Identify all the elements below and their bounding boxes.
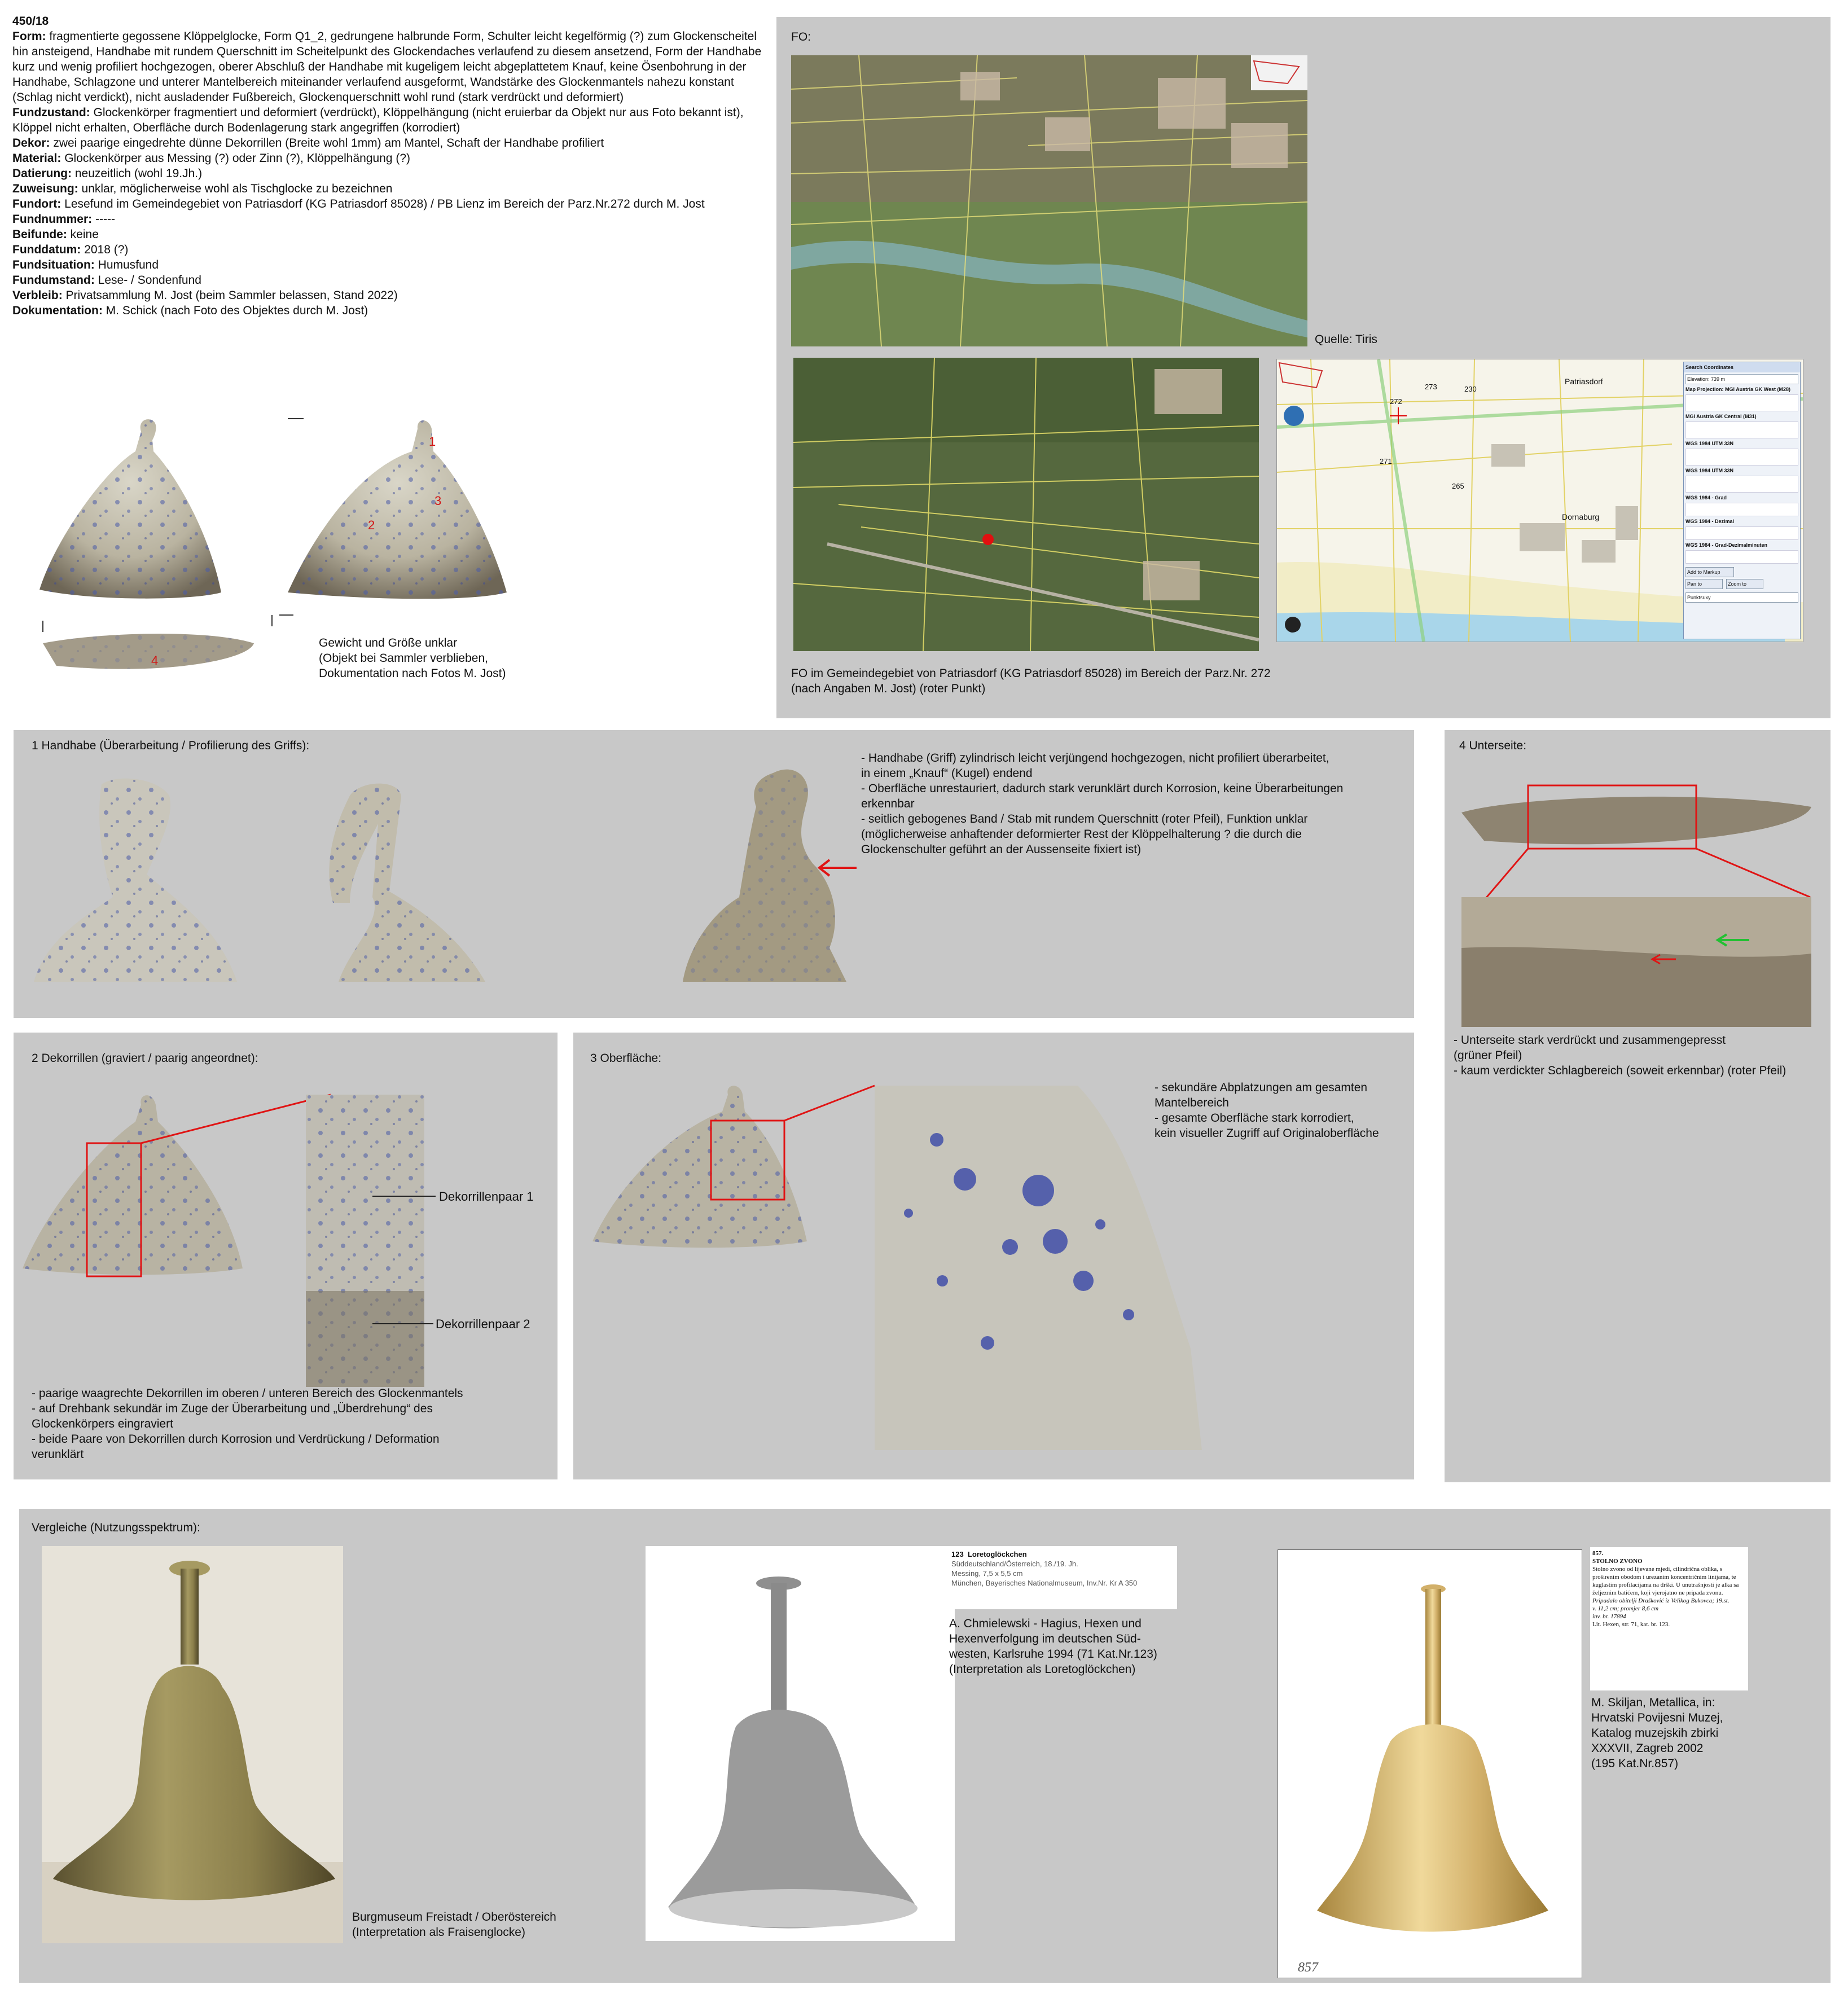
description-field xyxy=(12,105,769,135)
catalog2-lines: Süddeutschland/Österreich, 18./19. Jh. Messing, 7,5 x 5,5 cm München, Bayerisches Nationalmuseum, Inv.Nr. Kr A 350 xyxy=(951,1560,1138,1587)
marker-2: 2 xyxy=(368,518,375,532)
description-field xyxy=(12,227,769,242)
marker-4: 4 xyxy=(151,653,159,668)
field-label: Datierung: xyxy=(12,167,72,180)
field-label: Dekor: xyxy=(12,137,50,150)
description-field xyxy=(12,257,769,273)
coordinate-search-panel[interactable] xyxy=(1683,362,1801,639)
field-value: Glockenkörper fragmentiert und deformiert (verdrückt), Klöppelhängung (nicht eruierbar da Objekt nur aus Foto bekannt ist), Klöppel nicht erhalten, Oberfläche durch Bodenlagerung stark angegriffen (korrodiert) xyxy=(12,106,744,134)
bell-view-side xyxy=(288,420,507,599)
coord-section-6: WGS 1984 - Grad-Dezimalminuten xyxy=(1685,542,1768,548)
field-label: Fundumstand: xyxy=(12,274,95,287)
field-label: Fundort: xyxy=(12,197,62,210)
coord-field-0[interactable] xyxy=(1685,394,1798,411)
coord-section-1: MGI Austria GK Central (M31) xyxy=(1685,414,1757,419)
description-field xyxy=(12,242,769,257)
field-value: unklar, möglicherweise wohl als Tischglocke zu bezeichnen xyxy=(81,182,393,195)
section2-title: 2 Dekorrillen (graviert / paarig angeordnet): xyxy=(32,1052,258,1065)
bell-view-front xyxy=(39,419,221,599)
section4-title: 4 Unterseite: xyxy=(1459,739,1527,752)
catalog3-italic: Pripadalo obitelji Drašković iz Velikog Bukovca; 19.st. v. 11,2 cm; promjer 8,6 cm inv. br. 17894 xyxy=(1592,1597,1730,1620)
field-value: Humusfund xyxy=(98,258,159,271)
section3-title: 3 Oberfläche: xyxy=(590,1052,662,1065)
map-label-271: 271 xyxy=(1380,457,1392,466)
coord-section-4: WGS 1984 - Grad xyxy=(1685,495,1727,500)
handle-photos xyxy=(34,762,846,987)
catalog3-title: STOLNO ZVONO xyxy=(1592,1558,1643,1565)
description-field xyxy=(12,151,769,166)
field-label: Beifunde: xyxy=(12,228,67,241)
coord-field-1[interactable] xyxy=(1685,421,1798,438)
coord-field-2[interactable] xyxy=(1685,449,1798,466)
field-value: zwei paarige eingedrehte dünne Dekorrillen (Breite wohl 1mm) am Mantel, Schaft der Handhabe profiliert xyxy=(53,137,604,150)
marker-3: 3 xyxy=(434,494,442,508)
description-field xyxy=(12,273,769,288)
description-field xyxy=(12,181,769,196)
underside-photos xyxy=(1461,784,1811,1027)
catalog2-title: Loretoglöckchen xyxy=(967,1550,1027,1558)
coord-section-3: WGS 1984 UTM 33N xyxy=(1685,468,1734,473)
field-value: Lesefund im Gemeindegebiet von Patriasdorf (KG Patriasdorf 85028) / PB Lienz im Bereich der Parz.Nr.272 durch M. Jost xyxy=(64,197,705,210)
catalog3-body: Stolno zvono od lijevane mjedi, cilindrična oblika, s proširenim obodom i urezanim koncentričnim linijama, te kuglastim profilacijama na drški. U unutrašnjosti je alka sa željeznim batićem, koji vjerojatno ne pripada zvonu. xyxy=(1592,1566,1739,1596)
map-label-265: 265 xyxy=(1452,482,1464,490)
field-value: fragmentierte gegossene Klöppelglocke, Form Q1_2, gedrungene halbrunde Form, Schulter leicht kegelförmig (?) zum Glockenscheitel hin ansteigend, Handhabe mit rundem Querschnitt im Scheitelpunkt des Glockendaches verlaufend zu diesem ansetzend, Form der Handhabe kurz und wenig profiliert hochgezogen, oberer Abschluß der Handhabe mit kugeligem leicht abgeplattetem Knauf, keine Ösenbohrung in der Handhabe, Schlagzone und unterer Mantelbereich miteinander verlaufend ausgeformt, Wandstärke des Glockenmantels nahezu konstant (Schlag nicht verdickt), nicht ausladender Fußbereich, Glockenquerschnitt wohl rund (stark verdrückt und deformiert) xyxy=(12,30,762,104)
field-value: Glockenkörper aus Messing (?) oder Zinn (?), Klöppelhängung (?) xyxy=(64,152,411,165)
coord-field-4[interactable] xyxy=(1685,503,1798,516)
comparison2-photo xyxy=(646,1546,955,1941)
schematic-map[interactable] xyxy=(1276,359,1803,642)
comparisons-title: Vergleiche (Nutzungsspektrum): xyxy=(32,1521,200,1534)
comparison1-photo xyxy=(42,1546,343,1943)
coord-section-0: Map Projection: MGI Austria GK West (M28) xyxy=(1685,387,1791,392)
section2-text: - paarige waagrechte Dekorrillen im oberen / unteren Bereich des Glockenmantels - auf Drehbank sekundär im Zuge der Überarbeitung und „Überdrehung“ des Glockenkörpers eingraviert - beide Paare von Dekorrillen durch Korrosion und Verdrückung / Deformation verunklärt xyxy=(32,1387,463,1461)
field-label: Funddatum: xyxy=(12,243,81,256)
object-caption: Gewicht und Größe unklar (Objekt bei Sammler verblieben, Dokumentation nach Fotos M. Jost) xyxy=(319,636,506,680)
pan-to-button[interactable]: Pan to xyxy=(1685,579,1723,589)
point-search-select[interactable]: Punktsuxy xyxy=(1685,592,1798,603)
section3-text: - sekundäre Abplatzungen am gesamten Mantelbereich - gesamte Oberfläche stark korrodiert, kein visueller Zugriff auf Originaloberfläche xyxy=(1155,1081,1379,1140)
comparison3-photo-number: 857 xyxy=(1298,1960,1318,1975)
field-label: Fundsituation: xyxy=(12,258,95,271)
decor-grooves-photos xyxy=(23,1082,542,1387)
object-description xyxy=(12,14,769,318)
aerial-detail-map[interactable] xyxy=(793,358,1259,651)
field-label: Fundzustand: xyxy=(12,106,90,119)
field-label: Form: xyxy=(12,30,46,43)
description-fields xyxy=(12,29,769,318)
decor-label-2: Dekorrillenpaar 2 xyxy=(436,1317,530,1331)
comparison2-catalog-card xyxy=(948,1546,1177,1609)
map-panel-title: FO: xyxy=(791,30,811,43)
field-value: 2018 (?) xyxy=(84,243,129,256)
coord-section-2: WGS 1984 UTM 33N xyxy=(1685,441,1734,446)
add-to-markup-button[interactable]: Add to Markup xyxy=(1685,567,1734,577)
map-label-dornaburg: Dornaburg xyxy=(1562,512,1600,521)
zoom-to-button[interactable]: Zoom to xyxy=(1726,579,1763,589)
map-label-273: 273 xyxy=(1425,383,1437,391)
field-label: Verbleib: xyxy=(12,289,63,302)
comparison2-caption: A. Chmielewski - Hagius, Hexen und Hexenverfolgung im deutschen Süd- westen, Karlsruhe 1994 (71 Kat.Nr.123) (Interpretation als Loretoglöckchen) xyxy=(949,1617,1157,1676)
field-value: neuzeitlich (wohl 19.Jh.) xyxy=(74,167,203,180)
catalog3-number: 857. xyxy=(1592,1550,1604,1557)
surface-photos xyxy=(592,1078,1213,1450)
red-arrow-handle xyxy=(817,857,858,879)
description-field xyxy=(12,212,769,227)
field-value: Privatsammlung M. Jost (beim Sammler belassen, Stand 2022) xyxy=(65,289,398,302)
description-field xyxy=(12,29,769,105)
field-label: Material: xyxy=(12,152,62,165)
coord-field-3[interactable] xyxy=(1685,476,1798,493)
field-value: keine xyxy=(70,228,99,241)
comparison3-catalog-card xyxy=(1590,1547,1748,1690)
description-field xyxy=(12,196,769,212)
object-id: 450/18 xyxy=(12,15,49,28)
coord-section-5: WGS 1984 - Dezimal xyxy=(1685,519,1735,524)
field-value: ----- xyxy=(95,213,115,226)
map-label-230: 230 xyxy=(1464,385,1477,393)
section1-text: - Handhabe (Griff) zylindrisch leicht verjüngend hochgezogen, nicht profiliert überarbeitet, in einem „Knauf“ (Kugel) endend - Oberfläche unrestauriert, dadurch stark verunklärt durch Korrosion, keine Überarbeitungen erkennbar - seitlich gebogenes Band / Stab mit rundem Querschnitt (roter Pfeil), Funktion unklar (möglicherweise anhaftender deformierter Rest der Klöppelhalterung ? die durch die Glockenschulter geführt an der Aussenseite fixiert ist) xyxy=(861,752,1344,856)
coord-field-6[interactable] xyxy=(1685,550,1798,564)
field-label: Zuweisung: xyxy=(12,182,78,195)
coord-field-5[interactable] xyxy=(1685,526,1798,540)
map-label-272: 272 xyxy=(1390,397,1402,406)
catalog3-lit: Lit. Hexen, str. 71, kat. br. 123. xyxy=(1592,1621,1670,1628)
map-caption: FO im Gemeindegebiet von Patriasdorf (KG Patriasdorf 85028) im Bereich der Parz.Nr. 272 (nach Angaben M. Jost) (roter Punkt) xyxy=(791,667,1271,695)
decor-label-1: Dekorrillenpaar 1 xyxy=(439,1189,534,1204)
comparison1-caption: Burgmuseum Freistadt / Oberöstereich (Interpretation als Fraisenglocke) xyxy=(352,1911,556,1939)
map-source: Quelle: Tiris xyxy=(1315,333,1377,346)
coordinate-panel-title: Search Coordinates xyxy=(1684,362,1800,372)
map-label-patriasdorf: Patriasdorf xyxy=(1565,377,1603,386)
field-label: Fundnummer: xyxy=(12,213,93,226)
aerial-overview-map[interactable] xyxy=(791,55,1307,346)
comparison3-caption: M. Skiljan, Metallica, in: Hrvatski Povijesni Muzej, Katalog muzejskih zbirki XXXVII, Zagreb 2002 (195 Kat.Nr.857) xyxy=(1591,1696,1723,1770)
coordinate-panel-elevation: Elevation: 739 m xyxy=(1685,374,1798,384)
description-field xyxy=(12,166,769,181)
field-value: M. Schick (nach Foto des Objektes durch M. Jost) xyxy=(106,304,368,317)
bell-view-bottom xyxy=(43,634,254,669)
section1-title: 1 Handhabe (Überarbeitung / Profilierung des Griffs): xyxy=(32,739,310,752)
description-field xyxy=(12,135,769,151)
description-field xyxy=(12,303,769,318)
description-field xyxy=(12,288,769,303)
field-value: Lese- / Sondenfund xyxy=(98,274,201,287)
comparison3-photo xyxy=(1278,1549,1582,1978)
catalog2-number: 123 xyxy=(951,1550,964,1558)
field-label: Dokumentation: xyxy=(12,304,103,317)
marker-1: 1 xyxy=(429,434,436,449)
section4-text: - Unterseite stark verdrückt und zusammengepresst (grüner Pfeil) - kaum verdickter Schlagbereich (soweit erkennbar) (roter Pfeil) xyxy=(1454,1034,1786,1077)
